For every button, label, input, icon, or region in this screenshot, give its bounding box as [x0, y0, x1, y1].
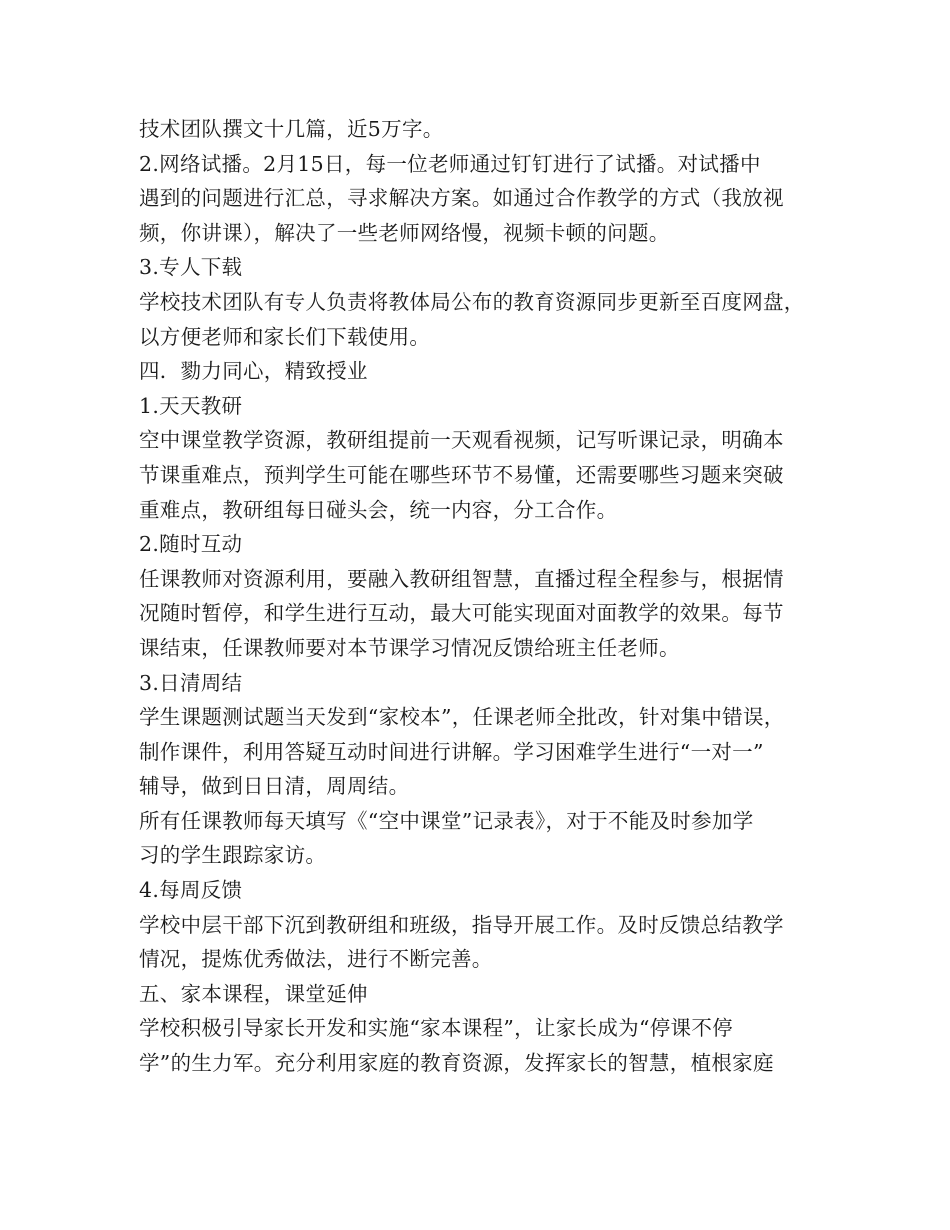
- text-line: 学校中层干部下沉到教研组和班级，指导开展工作。及时反馈总结教学: [139, 912, 784, 937]
- text-line: 技术团队撰文十几篇，近5万字。: [139, 117, 444, 141]
- text-line: 辅导，做到日日清，周周结。: [139, 774, 410, 799]
- section-heading: 五、家本课程，课堂延伸: [139, 981, 368, 1006]
- text-line: 制作课件，利用答疑互动时间进行讲解。学习困难学生进行“一对一”: [139, 739, 764, 764]
- text-line: 频，你讲课），解决了一些老师网络慢，视频卡顿的问题。: [139, 220, 670, 245]
- subheading: 1.天天教研: [139, 393, 243, 418]
- text-line: 学校积极引导家长开发和实施“家本课程”，让家长成为“停课不停: [139, 1016, 733, 1041]
- document-page: [139, 112, 829, 1081]
- text-line: 学校技术团队有专人负责将教体局公布的教育资源同步更新至百度网盘，: [139, 289, 805, 314]
- subheading: 4.每周反馈: [139, 878, 243, 903]
- text-line: 况随时暂停，和学生进行互动，最大可能实现面对面教学的效果。每节: [139, 601, 784, 626]
- text-line: 习的学生跟踪家访。: [139, 843, 327, 868]
- text-line: 遇到的问题进行汇总，寻求解决方案。如通过合作教学的方式（我放视: [139, 186, 784, 211]
- text-line: 任课教师对资源利用，要融入教研组智慧，直播过程全程参与，根据情: [139, 566, 784, 591]
- subheading: 3.专人下载: [139, 255, 243, 280]
- subheading: 3.日清周结: [139, 670, 243, 695]
- text-line: 以方便老师和家长们下载使用。: [139, 324, 431, 349]
- text-line: 所有任课教师每天填写《“空中课堂”记录表》，对于不能及时参加学: [139, 808, 754, 833]
- text-line: 学”的生力军。充分利用家庭的教育资源，发挥家长的智慧，植根家庭: [139, 1051, 774, 1076]
- subheading: 2.随时互动: [139, 532, 243, 557]
- text-line: 情况，提炼优秀做法，进行不断完善。: [139, 947, 493, 972]
- text-line: 课结束，任课教师要对本节课学习情况反馈给班主任老师。: [139, 635, 680, 660]
- text-line: 空中课堂教学资源，教研组提前一天观看视频，记写听课记录，明确本: [139, 428, 784, 453]
- text-line: 重难点，教研组每日碰头会，统一内容，分工合作。: [139, 497, 618, 522]
- text-line: 学生课题测试题当天发到“家校本”，任课老师全批改，针对集中错误，: [139, 705, 785, 730]
- section-heading: 四．勠力同心，精致授业: [139, 359, 368, 384]
- text-line: 节课重难点，预判学生可能在哪些环节不易懂，还需要哪些习题来突破: [139, 462, 784, 487]
- text-line: 2.网络试播。2月15日，每一位老师通过钉钉进行了试播。对试播中: [139, 151, 761, 176]
